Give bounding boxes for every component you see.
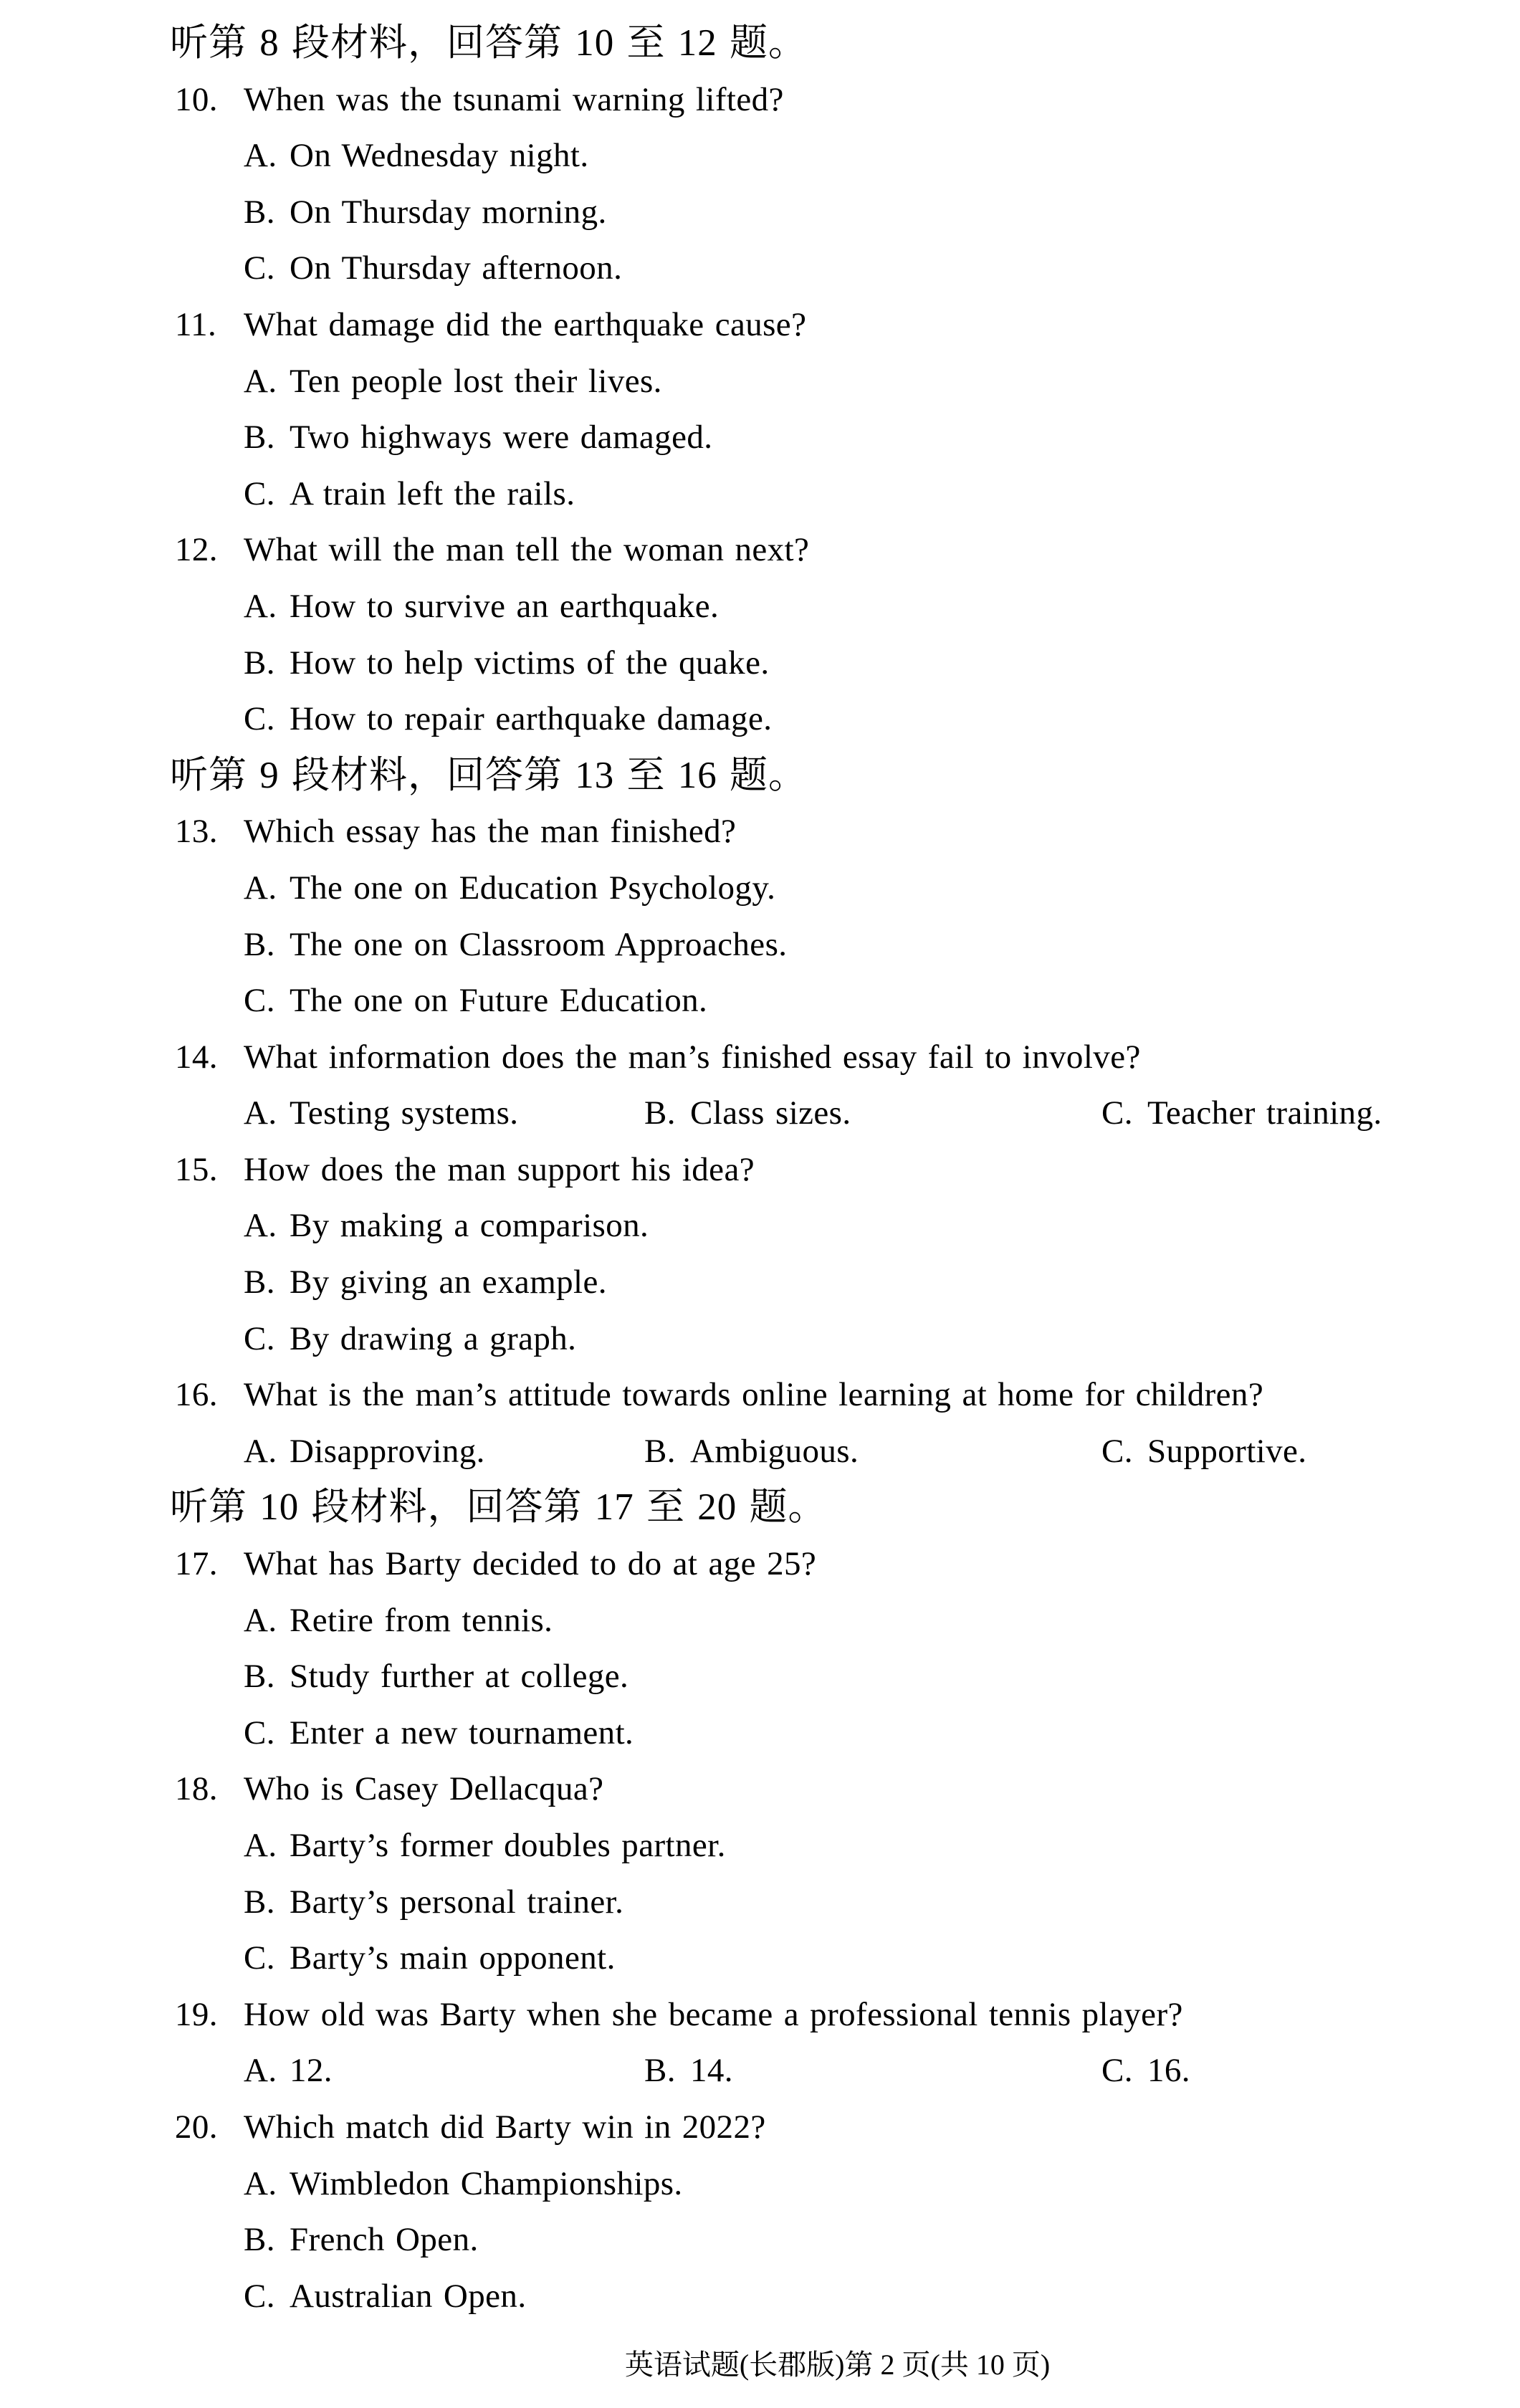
option-text: Retire from tennis. (290, 1601, 553, 1639)
option-label: C. (244, 2277, 275, 2315)
option-label: B. (644, 1094, 676, 1132)
option-text: Class sizes. (690, 1094, 851, 1132)
option-text: On Wednesday night. (290, 137, 589, 175)
option-line (0, 917, 1520, 973)
question-line (0, 1761, 1520, 1817)
question-line (0, 1029, 1520, 1086)
option-text: On Thursday afternoon. (290, 249, 623, 287)
option-text: On Thursday morning. (290, 193, 607, 231)
option-label: B. (244, 1263, 275, 1301)
option-row-line (0, 2042, 1520, 2099)
option-label: C. (244, 249, 275, 287)
option-text: Teacher training. (1147, 1094, 1382, 1132)
option-label: C. (1101, 1094, 1133, 1132)
option-line (0, 184, 1520, 241)
option-text: By drawing a graph. (290, 1319, 577, 1357)
option-text: 12. (290, 2052, 333, 2090)
option-text: Study further at college. (290, 1658, 629, 1696)
question-number: 10. (175, 80, 218, 118)
option-text: French Open. (290, 2221, 479, 2259)
question-number: 15. (175, 1150, 218, 1188)
option-label: B. (644, 2052, 676, 2090)
option-line (0, 2212, 1520, 2268)
option-cell (644, 1085, 1101, 1142)
option-label: C. (244, 1714, 275, 1752)
question-number: 17. (175, 1545, 218, 1583)
option-label: B. (644, 1432, 676, 1470)
section-header (0, 747, 1520, 804)
option-text: Australian Open. (290, 2277, 527, 2315)
option-line (0, 409, 1520, 466)
question-line (0, 297, 1520, 353)
option-line (0, 973, 1520, 1029)
option-text: How to survive an earthquake. (290, 587, 720, 625)
question-number: 14. (175, 1038, 218, 1076)
option-label: B. (244, 1883, 275, 1921)
option-cell (244, 1423, 644, 1480)
exam-lines (0, 15, 1520, 2324)
option-label: A. (244, 137, 277, 175)
question-line (0, 72, 1520, 128)
option-line (0, 1311, 1520, 1367)
question-line (0, 1367, 1520, 1423)
option-label: A. (244, 362, 277, 400)
question-number: 11. (175, 305, 217, 343)
option-line (0, 128, 1520, 184)
option-text: Disapproving. (290, 1432, 485, 1470)
question-text: What is the man’s attitude towards online learning at home for children? (244, 1376, 1264, 1414)
option-line (0, 2268, 1520, 2325)
option-line (0, 1198, 1520, 1254)
option-label: C. (1101, 2052, 1133, 2090)
option-line (0, 1930, 1520, 1987)
option-label: A. (244, 869, 277, 907)
option-text: Barty’s personal trainer. (290, 1883, 624, 1921)
question-line (0, 803, 1520, 860)
option-text: By giving an example. (290, 1263, 607, 1301)
option-text: Supportive. (1147, 1432, 1307, 1470)
option-label: C. (244, 700, 275, 738)
question-text: Which match did Barty win in 2022? (244, 2108, 766, 2146)
option-line (0, 240, 1520, 297)
option-cell (244, 1085, 644, 1142)
option-text: 14. (690, 2052, 733, 2090)
option-line (0, 353, 1520, 410)
option-label: A. (244, 1827, 277, 1864)
option-label: C. (244, 1939, 275, 1977)
section-header-text: 听第 10 段材料，回答第 17 至 20 题。 (170, 1486, 827, 1529)
option-cell (244, 2042, 644, 2099)
option-label: B. (244, 419, 275, 457)
option-text: How to repair earthquake damage. (290, 700, 773, 738)
question-line (0, 1142, 1520, 1198)
option-label: C. (244, 474, 275, 512)
question-number: 18. (175, 1770, 218, 1808)
option-label: B. (244, 193, 275, 231)
question-text: Which essay has the man finished? (244, 813, 737, 851)
option-row-line (0, 1423, 1520, 1480)
option-cell (1101, 2042, 1190, 2099)
question-number: 13. (175, 813, 218, 851)
question-text: When was the tsunami warning lifted? (244, 80, 784, 118)
option-cell (644, 2042, 1101, 2099)
option-text: By making a comparison. (290, 1207, 649, 1245)
question-number: 19. (175, 1995, 218, 2033)
option-label: A. (244, 1207, 277, 1245)
option-text: Barty’s main opponent. (290, 1939, 616, 1977)
option-text: A train left the rails. (290, 474, 575, 512)
option-text: 16. (1147, 2052, 1190, 2090)
question-line (0, 1536, 1520, 1592)
question-text: What will the man tell the woman next? (244, 531, 810, 569)
question-text: How old was Barty when she became a professional tennis player? (244, 1995, 1183, 2033)
option-label: B. (244, 2221, 275, 2259)
section-header (0, 15, 1520, 72)
option-label: A. (244, 2164, 277, 2202)
option-line (0, 466, 1520, 522)
option-text: Two highways were damaged. (290, 419, 713, 457)
option-cell (644, 1423, 1101, 1480)
option-line (0, 578, 1520, 635)
question-number: 12. (175, 531, 218, 569)
option-label: A. (244, 1432, 277, 1470)
option-label: A. (244, 587, 277, 625)
option-text: How to help victims of the quake. (290, 644, 770, 682)
question-text: What has Barty decided to do at age 25? (244, 1545, 817, 1583)
option-text: Ambiguous. (690, 1432, 859, 1470)
option-label: C. (244, 1319, 275, 1357)
section-header (0, 1479, 1520, 1536)
option-label: A. (244, 1094, 277, 1132)
option-text: Wimbledon Championships. (290, 2164, 683, 2202)
option-cell (1101, 1423, 1306, 1480)
option-label: C. (244, 982, 275, 1020)
section-header-text: 听第 9 段材料，回答第 13 至 16 题。 (170, 754, 807, 796)
option-text: The one on Future Education. (290, 982, 708, 1020)
page-footer: 英语试题(长郡版)第 2 页(共 10 页) (624, 2349, 1051, 2381)
option-line (0, 860, 1520, 917)
option-line (0, 1874, 1520, 1931)
option-label: B. (244, 1658, 275, 1696)
option-label: B. (244, 644, 275, 682)
option-text: Testing systems. (290, 1094, 519, 1132)
option-label: C. (1101, 1432, 1133, 1470)
option-cell (1101, 1085, 1382, 1142)
option-text: Ten people lost their lives. (290, 362, 662, 400)
question-number: 16. (175, 1376, 218, 1414)
option-line (0, 1817, 1520, 1874)
option-line (0, 1648, 1520, 1705)
question-line (0, 522, 1520, 578)
question-text: What information does the man’s finished essay fail to involve? (244, 1038, 1141, 1076)
question-text: Who is Casey Dellacqua? (244, 1770, 604, 1808)
question-text: How does the man support his idea? (244, 1150, 755, 1188)
question-line (0, 2099, 1520, 2156)
option-row-line (0, 1085, 1520, 1142)
option-label: B. (244, 925, 275, 963)
option-line (0, 691, 1520, 747)
question-number: 20. (175, 2108, 218, 2146)
question-line (0, 1987, 1520, 2043)
option-line (0, 1254, 1520, 1311)
option-text: The one on Education Psychology. (290, 869, 776, 907)
option-line (0, 635, 1520, 692)
option-line (0, 1705, 1520, 1762)
section-header-text: 听第 8 段材料，回答第 10 至 12 题。 (170, 22, 807, 64)
option-text: The one on Classroom Approaches. (290, 925, 788, 963)
option-label: A. (244, 1601, 277, 1639)
option-text: Enter a new tournament. (290, 1714, 634, 1752)
option-label: A. (244, 2052, 277, 2090)
option-line (0, 1592, 1520, 1649)
question-text: What damage did the earthquake cause? (244, 305, 807, 343)
option-line (0, 2156, 1520, 2212)
option-text: Barty’s former doubles partner. (290, 1827, 726, 1864)
